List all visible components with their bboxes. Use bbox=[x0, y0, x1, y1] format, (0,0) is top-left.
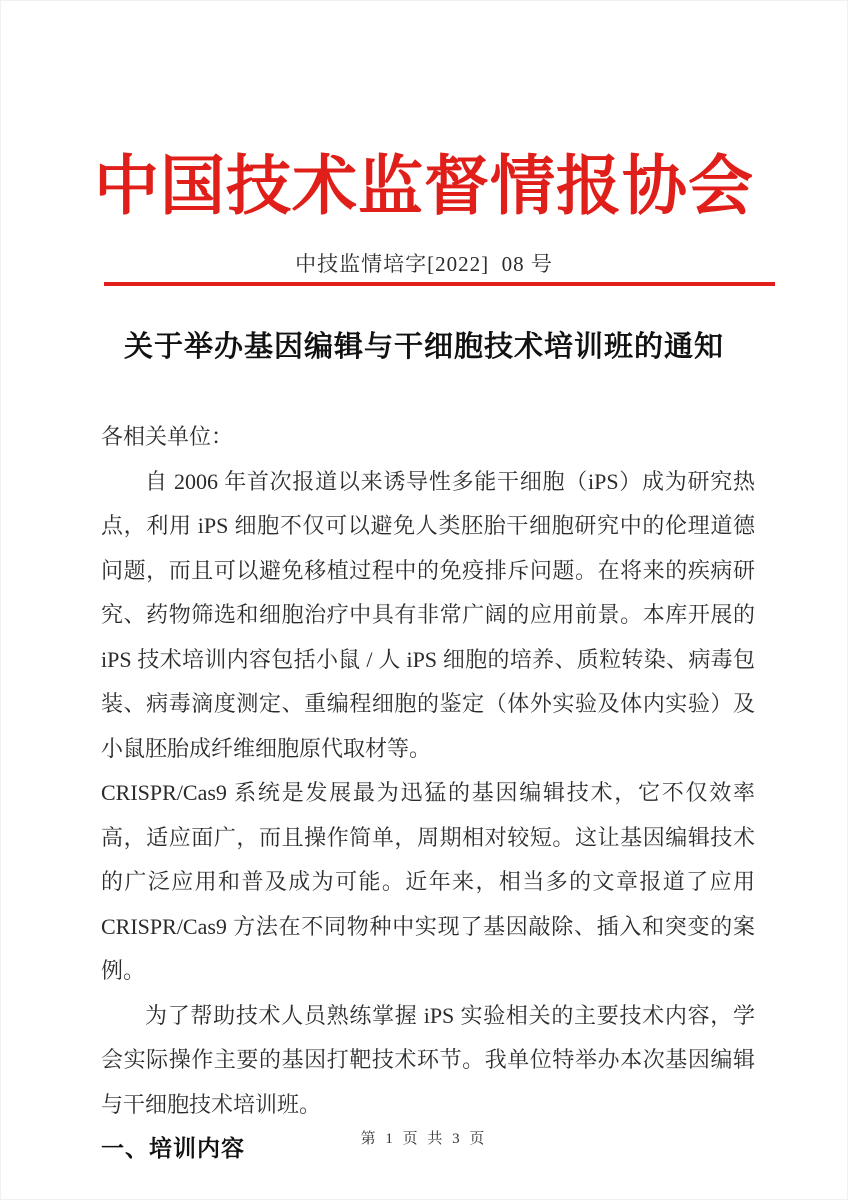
body-paragraph-ips: 自 2006 年首次报道以来诱导性多能干细胞（iPS）成为研究热点，利用 iPS 细胞不仅可以避免人类胚胎干细胞研究中的伦理道德问题，而且可以避免移植过程中的免疫排斥问题。在将来的疾病研究、药物筛选和细胞治疗中具有非常广阔的应用前景。本库开展的 iPS 技术培训内容包括小鼠 / 人 iPS 细胞的培养、质粒转染、病毒包装、病毒滴度测定、重编程细胞的鉴定（体外实验及体内实验）及小鼠胚胎成纤维细胞原代取材等。 bbox=[101, 468, 755, 761]
doc-number: 中技监情培字[2022] 08 号 bbox=[295, 252, 553, 276]
org-name-letterhead: 中国技术监督情报协会 bbox=[93, 151, 754, 223]
body-paragraph-crispr: CRISPR/Cas9 系统是发展最为迅猛的基因编辑技术，它不仅效率高，适应面广，而且操作简单，周期相对较短。这让基因编辑技术的广泛应用和普及成为可能。近年来，相当多的文章报道了应用 CRISPR/Cas9 方法在不同物种中实现了基因敲除、插入和突变的案例。 bbox=[101, 780, 755, 983]
document-body bbox=[101, 415, 755, 1172]
section-heading-training-content: 一、培训内容 bbox=[101, 1136, 245, 1161]
doc-title: 关于举办基因编辑与干细胞技术培训班的通知 bbox=[123, 331, 724, 363]
body-paragraph-purpose: 为了帮助技术人员熟练掌握 iPS 实验相关的主要技术内容，学会实际操作主要的基因打靶技术环节。我单位特举办本次基因编辑与干细胞技术培训班。 bbox=[101, 1002, 755, 1117]
salutation: 各相关单位： bbox=[101, 424, 234, 449]
page-number-footer: 第 1 页 共 3 页 bbox=[360, 1131, 488, 1147]
red-divider-rule bbox=[104, 282, 775, 286]
